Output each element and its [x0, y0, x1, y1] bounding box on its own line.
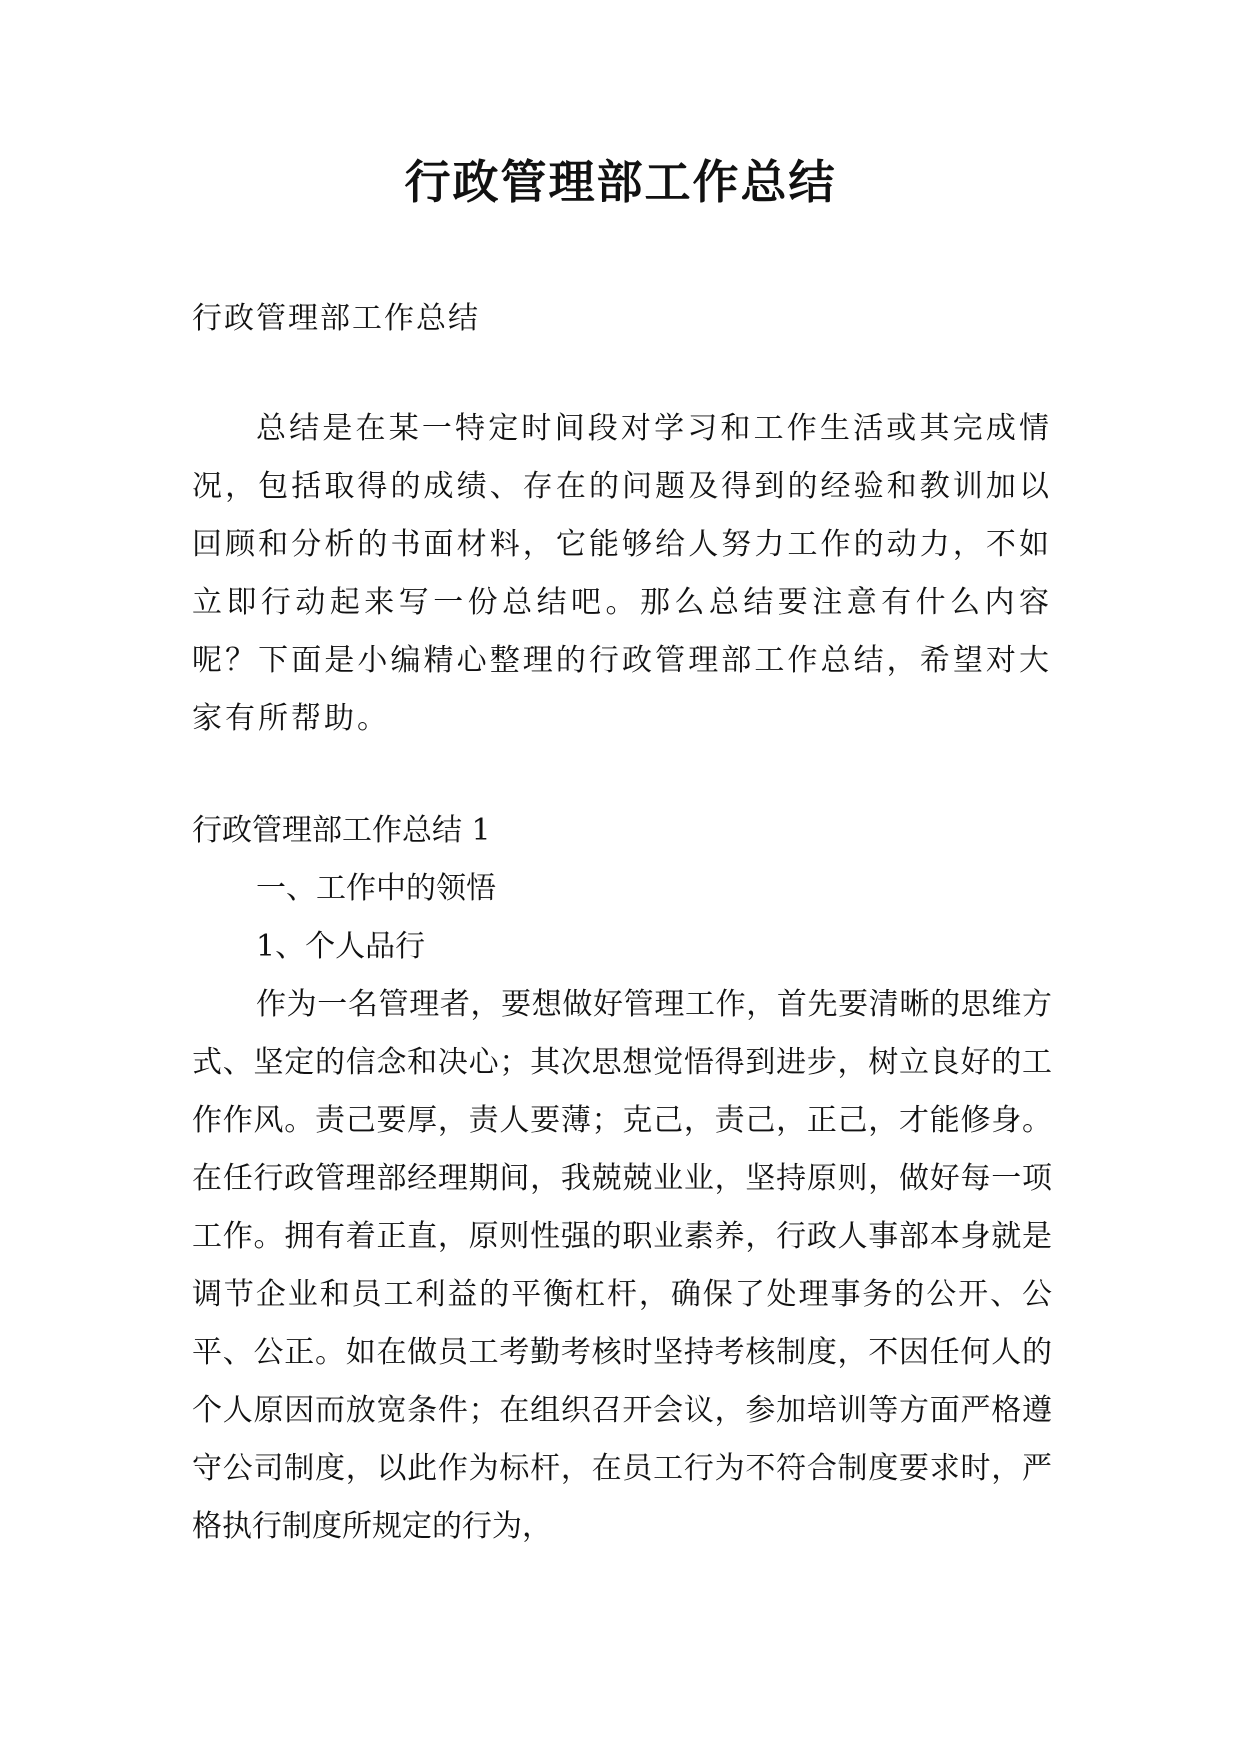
intro-paragraph: 总结是在某一特定时间段对学习和工作生活或其完成情况，包括取得的成绩、存在的问题及得到的经验和教训加以回顾和分析的书面材料，它能够给人努力工作的动力，不如立即行动起来写一份总结吧。那么总结要注意有什么内容呢？下面是小编精心整理的行政管理部工作总结，希望对大家有所帮助。: [192, 411, 1052, 736]
document-body: [192, 290, 1052, 1556]
document-subtitle: 行政管理部工作总结: [192, 301, 480, 336]
item-heading: 1、个人品行: [256, 929, 426, 964]
document-title: 行政管理部工作总结: [404, 155, 837, 209]
body-paragraph: 作为一名管理者，要想做好管理工作，首先要清晰的思维方式、坚定的信念和决心；其次思想觉悟得到进步，树立良好的工作作风。责己要厚，责人要薄；克己，责己，正己，才能修身。在任行政管理部经理期间，我兢兢业业，坚持原则，做好每一项工作。拥有着正直，原则性强的职业素养，行政人事部本身就是调节企业和员工利益的平衡杠杆，确保了处理事务的公开、公平、公正。如在做员工考勤考核时坚持考核制度，不因任何人的个人原因而放宽条件；在组织召开会议，参加培训等方面严格遵守公司制度，以此作为标杆，在员工行为不符合制度要求时，严格执行制度所规定的行为，: [192, 987, 1052, 1544]
part-heading: 一、工作中的领悟: [256, 871, 496, 906]
section-heading: 行政管理部工作总结 1: [192, 813, 491, 848]
